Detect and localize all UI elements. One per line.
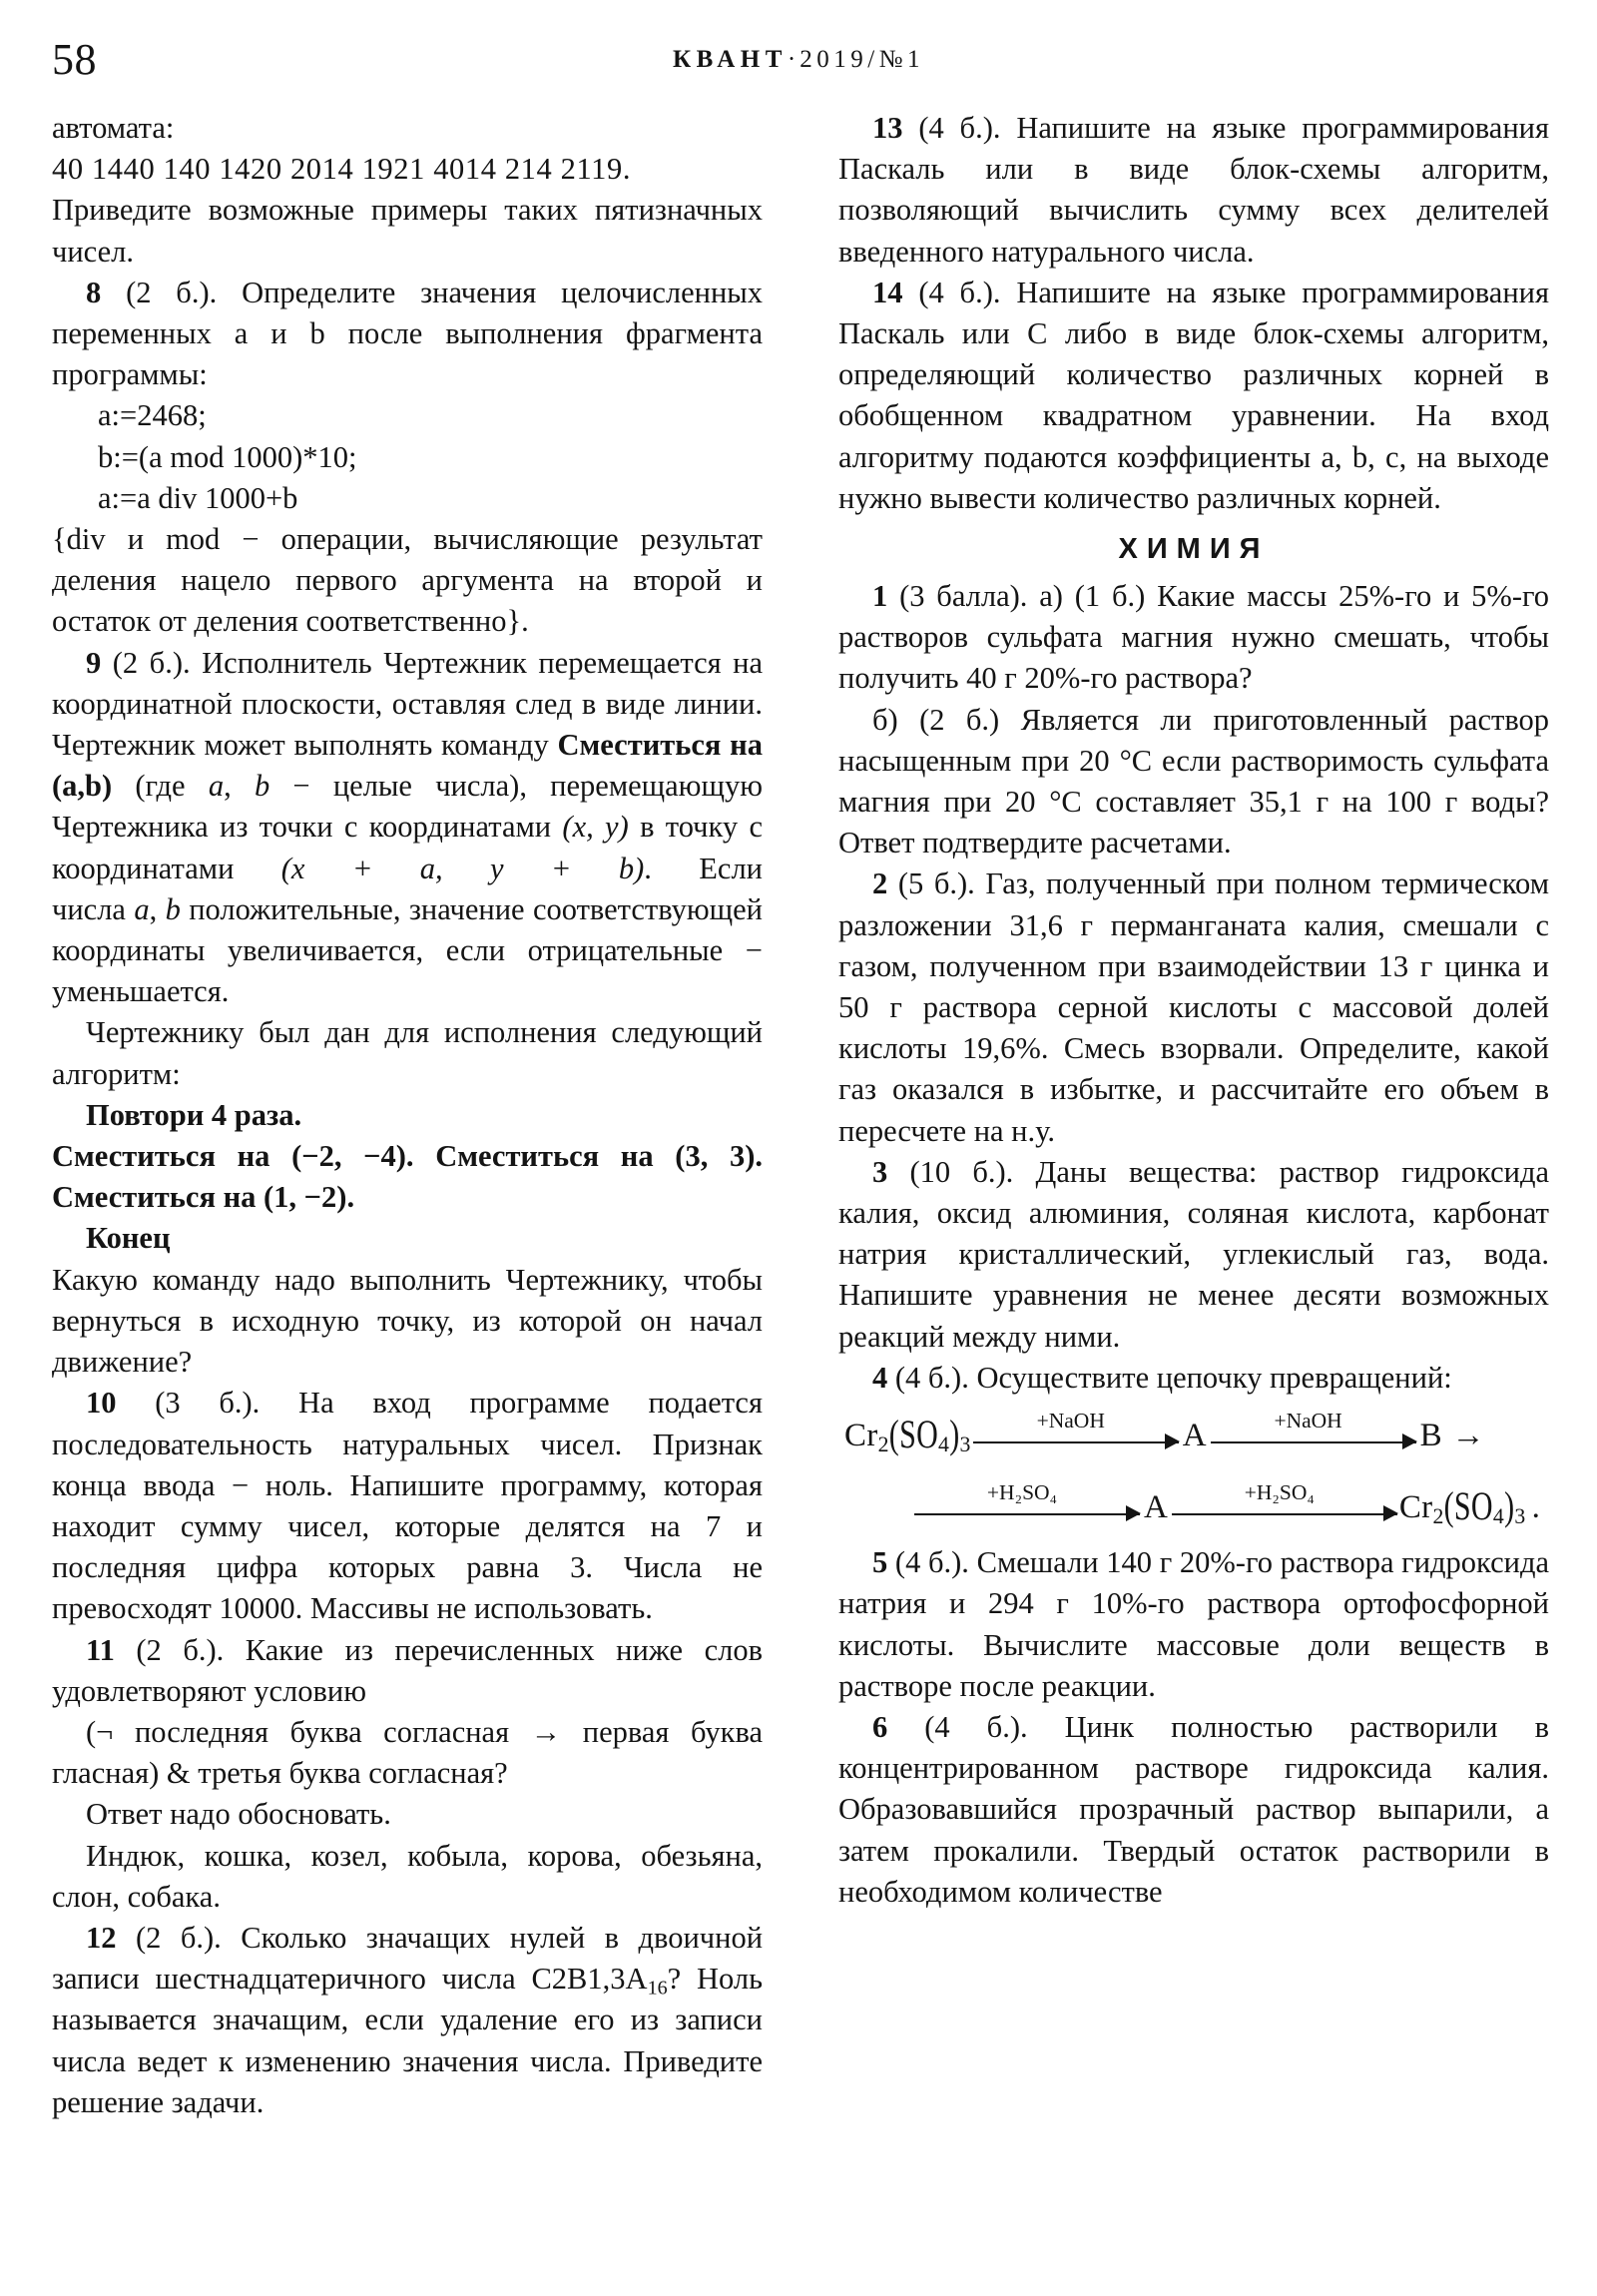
hex-number-value: C2B1,3A <box>531 1962 648 1997</box>
problem-13-points: (4 б.). <box>918 111 1001 145</box>
product-symbol: Cr <box>1398 1488 1433 1525</box>
continued-tail: Приведите возможные примеры таких пятизначных чисел. <box>52 193 763 269</box>
reaction-continuation-arrow: → <box>1451 1417 1485 1453</box>
reaction-arrow-2 <box>1211 1409 1416 1456</box>
problem-9-points: (2 б.). <box>112 645 191 680</box>
chem-problem-5-points: (4 б.). <box>894 1545 969 1580</box>
continued-lead: автомата: <box>52 111 175 145</box>
chem-1b-label: б) <box>872 702 898 737</box>
column-left <box>52 108 763 2274</box>
problem-11-condition: (¬ последняя буква согласная → первая буква гласная) & третья буква согласная? <box>52 1714 763 1791</box>
chem-problem-5-text: Смешали 140 г 20%-го раствора гидроксида натрия и 294 г 10%-го раствора ортофосфорной кислоты. Вычислите массовые доли веществ в растворе после реакции. <box>838 1545 1550 1703</box>
chem-problem-5-number: 5 <box>872 1545 888 1580</box>
variable-a-2: a <box>134 891 150 926</box>
reaction-chain-row-2 <box>838 1480 1549 1529</box>
problem-9-command: Сместиться на (a,b) <box>52 728 763 804</box>
problem-13-text: Напишите на языке программирования Паскаль или в виде блок-схемы алгоритм, позволяющий вычислить сумму всех делителей введенного натурального числа. <box>838 111 1550 269</box>
section-heading-chemistry: ХИМИЯ <box>1118 533 1270 566</box>
chem-problem-2-points: (5 б.). <box>897 866 975 901</box>
problem-12-number: 12 <box>86 1920 117 1955</box>
reactant-sub-3: 3 <box>959 1432 971 1456</box>
reaction-arrow-2-label: +NaOH <box>1274 1409 1342 1434</box>
problem-8-points: (2 б.). <box>126 275 218 309</box>
header-separator: · <box>787 46 800 73</box>
magazine-name: КВАНТ <box>672 46 788 73</box>
problem-9-text-part6: положительные, значение соответствующей координаты увеличивается, если отрицательные − уменьшается. <box>52 891 763 1009</box>
problem-9-text-part4: в точку с координатами <box>52 810 763 885</box>
chem-problem-3-text: Даны вещества: раствор гидроксида калия, оксид алюминия, соляная кислота, карбонат натрия кристаллический, углекислый газ, вода. Напишите уравнения не менее десяти возможных реакций между ними. <box>838 1154 1549 1354</box>
reaction-chain-row-1 <box>838 1409 1549 1457</box>
reaction-arrow-4 <box>1172 1480 1397 1528</box>
reaction-node-B: B <box>1419 1417 1442 1453</box>
arrow-head <box>1402 1434 1417 1449</box>
page-number: 58 <box>52 35 97 84</box>
chem-problem-1b <box>838 700 1549 864</box>
product-sub-3: 3 <box>1514 1503 1526 1528</box>
problem-10-points: (3 б.). <box>155 1386 261 1421</box>
problem-14-text: Напишите на языке программирования Паскаль или C либо в виде блок-схемы алгоритм, определяющий количество различных корней в обобщенном квадратном уравнении. На вход алгоритму подаются коэффициенты a, b, c, на выходе нужно вывести количество различных корней. <box>838 275 1550 515</box>
problem-9-text-part3: − целые числа), перемещающую Чертежника из точки с координатами <box>52 769 763 845</box>
reaction-arrow-1-label: +NaOH <box>1036 1409 1105 1434</box>
chem-problem-4-text: Осуществите цепочку превращений: <box>976 1360 1452 1395</box>
problem-9: 9 (2 б.). Исполнитель Чертежник перемещается на координатной плоскости, оставляя след в виде линии. Чертежник может выполнять команду Сместиться на (a,b) (где a, b − целые числа), перемещающую Чертежника из точки с координатами (x, y) в точку с координатами (x + a, y + b). Если числа a, b положительные, значение соответствующей координаты увеличивается, если отрицательные − уменьшается. <box>52 645 764 1009</box>
algorithm-line-end: Конец <box>86 1221 171 1256</box>
close-paren: ) <box>949 1412 960 1457</box>
chem-problem-6-number: 6 <box>872 1709 888 1744</box>
problem-8-text: Определите значения целочисленных переменных a и b после выполнения фрагмента программы: <box>52 275 764 392</box>
chem-problem-1-number: 1 <box>872 579 888 614</box>
chem-problem-2-text: Газ, полученный при полном термическом разложении 31,6 г перманганата калия, смешали с газом, полученном при взаимодействии 13 г цинка и 50 г раствора серной кислоты с массовой долей кислоты 19,6%. Смесь взорвали. Определите, какой газ оказался в избытке, и рассчитайте его объем в пересчете на н.у. <box>838 866 1550 1148</box>
running-head <box>0 30 1597 90</box>
open-paren: (SO <box>888 1412 939 1457</box>
reactant-sub-1: 2 <box>877 1432 889 1456</box>
product-sub-2: 4 <box>1492 1503 1505 1528</box>
chem-problem-6-text: Цинк полностью растворили в концентрированном растворе гидроксида калия. Образовавшийся прозрачный раствор выпарили, а затем прокалили. Твердый остаток растворили в необходимом количестве <box>838 1709 1550 1909</box>
chain-period: . <box>1531 1488 1540 1525</box>
problem-12-text-before: Сколько значащих нулей в двоичной записи шестнадцатеричного числа <box>52 1920 764 1997</box>
open-paren: (SO <box>1443 1483 1493 1529</box>
problem-11-words: Индюк, кошка, козел, кобыла, корова, обезьяна, слон, собака. <box>52 1838 763 1914</box>
code-line-1: a:=2468; <box>98 398 207 433</box>
column-right <box>838 108 1549 2274</box>
chem-1b-text: Является ли приготовленный раствор насыщенным при 20 °C если растворимость сульфата магния при 20 °C составляет 35,1 г на 100 г воды? Ответ подтвердите расчетами. <box>838 702 1550 861</box>
reaction-chain <box>838 1409 1549 1529</box>
chem-problem-4-points: (4 б.). <box>894 1360 969 1395</box>
chem-1a-label: а) <box>1039 579 1063 614</box>
problem-14-number: 14 <box>872 275 903 309</box>
problem-12-points: (2 б.). <box>135 1920 222 1955</box>
problem-14-points: (4 б.). <box>918 275 1001 309</box>
chem-problem-3-number: 3 <box>872 1154 888 1189</box>
hex-number-base: 16 <box>647 1977 668 2000</box>
problem-10 <box>52 1383 763 1629</box>
variable-a: a <box>208 769 225 804</box>
coordinates-from: (x, y) <box>562 810 629 845</box>
reaction-arrow-3 <box>914 1480 1140 1528</box>
reaction-arrow-1 <box>973 1409 1179 1456</box>
chem-1b-points: (2 б.) <box>919 702 1000 737</box>
problem-13-number: 13 <box>872 111 903 145</box>
problem-11 <box>52 1630 763 1712</box>
algorithm-intro: Чертежнику был дан для исполнения следующий алгоритм: <box>52 1015 763 1091</box>
arrow-shaft <box>914 1513 1140 1515</box>
problem-11-points: (2 б.). <box>136 1632 225 1667</box>
problem-12-text-after: ? Ноль называется значащим, если удаление его из записи числа ведет к изменению значения числа. Приведите решение задачи. <box>52 1962 764 2119</box>
chem-problem-1 <box>838 576 1549 700</box>
reaction-node-A-1: A <box>1182 1417 1207 1453</box>
chem-problem-4-number: 4 <box>872 1360 888 1395</box>
problem-13 <box>838 108 1549 273</box>
algorithm-line-moves: Сместиться на (−2, −4). Сместиться на (3, 3). Сместиться на (1, −2). <box>52 1139 763 1215</box>
chem-1a-text: Какие массы 25%-го и 5%-го растворов сульфата магния нужно смешать, чтобы получить 40 г 20%-го раствора? <box>838 579 1549 696</box>
chem-problem-2-number: 2 <box>872 866 888 901</box>
problem-14 <box>838 273 1549 519</box>
variable-b-2: b <box>165 891 181 926</box>
issue-label: 2019/№1 <box>799 46 925 73</box>
problem-9-text-part5: . Если числа <box>52 851 764 926</box>
variable-b: b <box>254 769 270 804</box>
two-column-body <box>52 108 1549 2274</box>
problem-11-number: 11 <box>86 1632 115 1667</box>
chem-problem-2 <box>838 863 1549 1151</box>
problem-9-text-part1: Исполнитель Чертежник перемещается на координатной плоскости, оставляя след в виде линии. Чертежник может выполнять команду <box>52 645 764 763</box>
chem-problem-5 <box>838 1542 1549 1707</box>
algorithm-line-repeat: Повтори 4 раза. <box>86 1097 302 1132</box>
arrow-shaft <box>973 1441 1179 1443</box>
chem-problem-4 <box>838 1358 1549 1399</box>
reaction-node-A-2: A <box>1144 1488 1168 1525</box>
problem-9-text-part2: (где <box>135 769 186 804</box>
product-sub-1: 2 <box>1432 1503 1444 1528</box>
chem-problem-3 <box>838 1152 1549 1358</box>
close-paren: ) <box>1504 1483 1515 1529</box>
arrow-head <box>1383 1505 1398 1521</box>
product-chromium-sulfate <box>1398 1483 1526 1529</box>
reaction-arrow-3-label: +H₂SO₄ <box>986 1480 1058 1505</box>
chem-problem-1-points: (3 балла). <box>899 579 1028 614</box>
reactant-chromium-sulfate <box>844 1412 971 1457</box>
problem-10-number: 10 <box>86 1386 117 1421</box>
problem-8-number: 8 <box>86 275 102 309</box>
problem-12 <box>52 1918 763 2123</box>
problem-9-question: Какую команду надо выполнить Чертежнику, чтобы вернуться в исходную точку, из которой он начал движение? <box>52 1262 763 1380</box>
reaction-arrow-4-label: +H₂SO₄ <box>1244 1480 1315 1505</box>
magazine-title <box>0 46 1597 74</box>
problem-10-text: На вход программе подается последовательность натуральных чисел. Признак конца ввода − ноль. Напишите программу, которая находит сумму чисел, которые делятся на 7 и последняя цифра которых равна 3. Числа не превосходят 10000. Массивы не использовать. <box>52 1386 763 1626</box>
chem-problem-3-points: (10 б.). <box>909 1154 1014 1189</box>
number-sequence: 40 1440 140 1420 2014 1921 4014 214 2119. <box>52 152 632 187</box>
problem-9-number: 9 <box>86 645 102 680</box>
hex-number <box>531 1962 668 2000</box>
arrow-shaft <box>1172 1513 1397 1515</box>
problem-11-note: Ответ надо обосновать. <box>86 1797 391 1832</box>
code-line-3: a:=a div 1000+b <box>98 480 298 515</box>
chem-1a-points: (1 б.) <box>1074 579 1146 614</box>
chem-problem-6 <box>838 1707 1549 1913</box>
chem-problem-6-points: (4 б.). <box>924 1709 1028 1744</box>
coordinates-to: (x + a, y + b) <box>280 851 645 885</box>
problem-8 <box>52 273 763 396</box>
reactant-sub-2: 4 <box>938 1432 950 1456</box>
arrow-shaft <box>1211 1441 1416 1443</box>
problem-11-text: Какие из перечисленных ниже слов удовлетворяют условию <box>52 1632 763 1708</box>
arrow-head <box>1165 1434 1180 1449</box>
problem-8-note: {div и mod − операции, вычисляющие результат деления нацело первого аргумента на второй и остаток от деления соответственно}. <box>52 522 763 639</box>
reactant-symbol: Cr <box>844 1417 878 1453</box>
arrow-head <box>1126 1505 1141 1521</box>
code-line-2: b:=(a mod 1000)*10; <box>98 439 357 474</box>
